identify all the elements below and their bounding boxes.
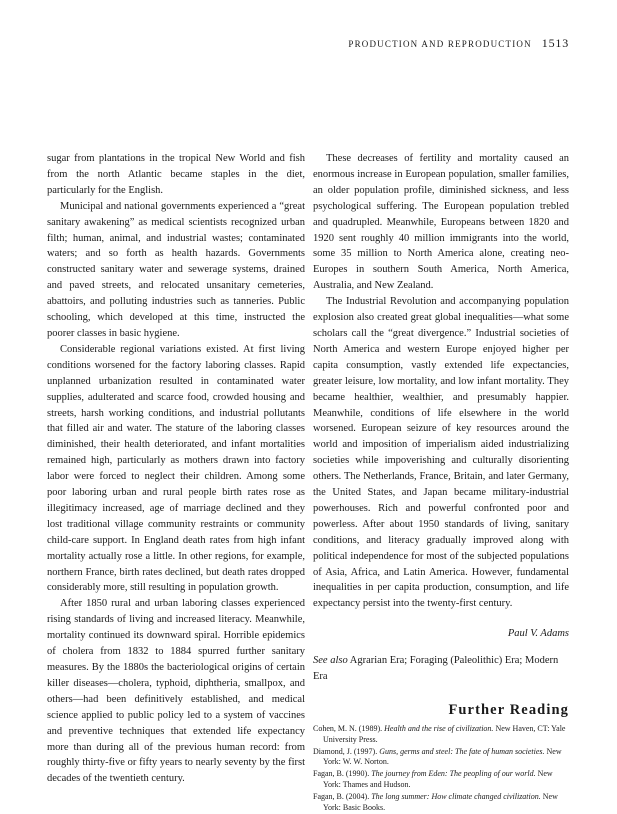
paragraph: sugar from plantations in the tropical New World and fish from the north Atlantic became staples in the diet, particularly for the English. [47, 153, 305, 196]
paragraph: Municipal and national governments experienced a “great sanitary awakening” as medical scientists recognized urban filth; human, animal, and industrial wastes; contaminated waters; and so forth as health hazards. Governments constructed sanitary water and sewerage systems, drained and paved streets, and relocated unsanitary cemeteries, abattoirs, and polluting industries such as tanneries. Public schooling, which developed at this time, instructed the poorer classes in basic hygiene. [47, 200, 305, 339]
reference-publisher: New York: Thames and Hudson. [323, 769, 553, 789]
reference-item [313, 724, 569, 746]
see-also-links[interactable]: Agrarian Era; Foraging (Paleolithic) Era; Modern Era [313, 655, 559, 683]
paragraph: After 1850 rural and urban laboring classes experienced rising standards of living and increased literacy. Meanwhile, mortality continued its downward spiral. Horrible epidemics of cholera from 1832 to 1884 spurred further sanitary measures. By the 1880s the bacteriological origins of certain killer diseases—cholera, typhoid, diphtheria, smallpox, and others—had been definitively established, and medical science applied to public policy led to a system of vaccines and preventive techniques that extended life expectancy more than during all of the previous human record: from roughly thirty-five or fifty years to nearly seventy by the first decades of the twentieth century. [47, 598, 305, 785]
reference-item [313, 792, 569, 814]
right-column [313, 151, 569, 814]
paragraph: The Industrial Revolution and accompanying population explosion also created great global inequalities—what some scholars call the “great divergence.” Industrial societies of North America and western Europe enjoyed higher per capita consumption, vastly extended life expectancies, greater leisure, low mortality, and low infant mortality. They became healthier, wealthier, and presumably happier. Meanwhile, conditions of life elsewhere in the world worsened. European seizure of key resources around the world and imposition of imperialism aided industrializing societies while impoverishing and culturally disorienting others. The Netherlands, France, Britain, and later Germany, the United States, and Japan became military-industrial powerhouses. Rich and powerful confronted poor and powerless. After about 1950 standards of living, sanitary conditions, and literacy gradually improved along with political independence for most of the subjected populations of Asia, Africa, and Latin America. However, fundamental inequalities in per capita production, consumption, and life expectancy persist into the twenty-first century. [313, 296, 569, 610]
reference-publisher: New Haven, CT: Yale University Press. [323, 724, 566, 744]
paragraph: Considerable regional variations existed. At first living conditions worsened for the factory laboring classes. Rapid unplanned urbanization resulted in contaminated water supplies, adulterated and scarce food, crowded housing and streets, harsh working conditions, and industrial pollutants that filled air and water. The stature of the laboring classes diminished, their health deteriorated, and infant mortalities remained high, particularly as mothers drawn into factory labor were forced to neglect their children. Among some poor laboring urban and rural people birth rates rose as illegitimacy increased, age of marriage declined and they lost traditional village community restraints or community child-care support. In England death rates from high infant mortality actually rose a little. In other regions, for example, northern France, birth rates declined, but death rates dropped considerably more, still resulting in population growth. [47, 343, 305, 594]
see-also [313, 653, 569, 685]
reference-publisher: New York: W. W. Norton. [323, 746, 562, 767]
author-signature: Paul V. Adams [507, 628, 569, 640]
reference-author: Diamond, J. (1997). [313, 746, 380, 756]
paragraph: These decreases of fertility and mortality caused an enormous increase in European population, smaller families, an older population profile, diminished sickness, and less psychological suffering. The European population trebled and quadrupled. Meanwhile, Europeans between 1820 and 1920 sent roughly 40 million immigrants into the world, some 35 million to North America alone, creating neo-Europes in southern South America, North America, Australia, and New Zealand. [313, 153, 569, 292]
see-also-label: See also [313, 655, 348, 667]
reference-title: Guns, germs and steel: The fate of human societies. [379, 746, 545, 756]
page-number: 1513 [541, 36, 569, 50]
reference-title: The long summer: How climate changed civilization. [371, 791, 541, 801]
reference-item [313, 769, 569, 791]
reference-item [313, 747, 569, 769]
reference-author: Cohen, M. N. (1989). [313, 724, 385, 733]
reference-publisher: New York: Basic Books. [323, 791, 558, 812]
further-reading-heading: Further Reading [448, 702, 569, 718]
left-column [47, 151, 305, 787]
reference-author: Fagan, B. (1990). [313, 769, 372, 779]
running-head [348, 36, 569, 51]
running-head-section: PRODUCTION AND REPRODUCTION [348, 39, 532, 49]
reference-title: Health and the rise of civilization. [384, 724, 494, 733]
reference-title: The journey from Eden: The peopling of our world. [371, 769, 536, 779]
reference-author: Fagan, B. (2004). [313, 791, 372, 801]
